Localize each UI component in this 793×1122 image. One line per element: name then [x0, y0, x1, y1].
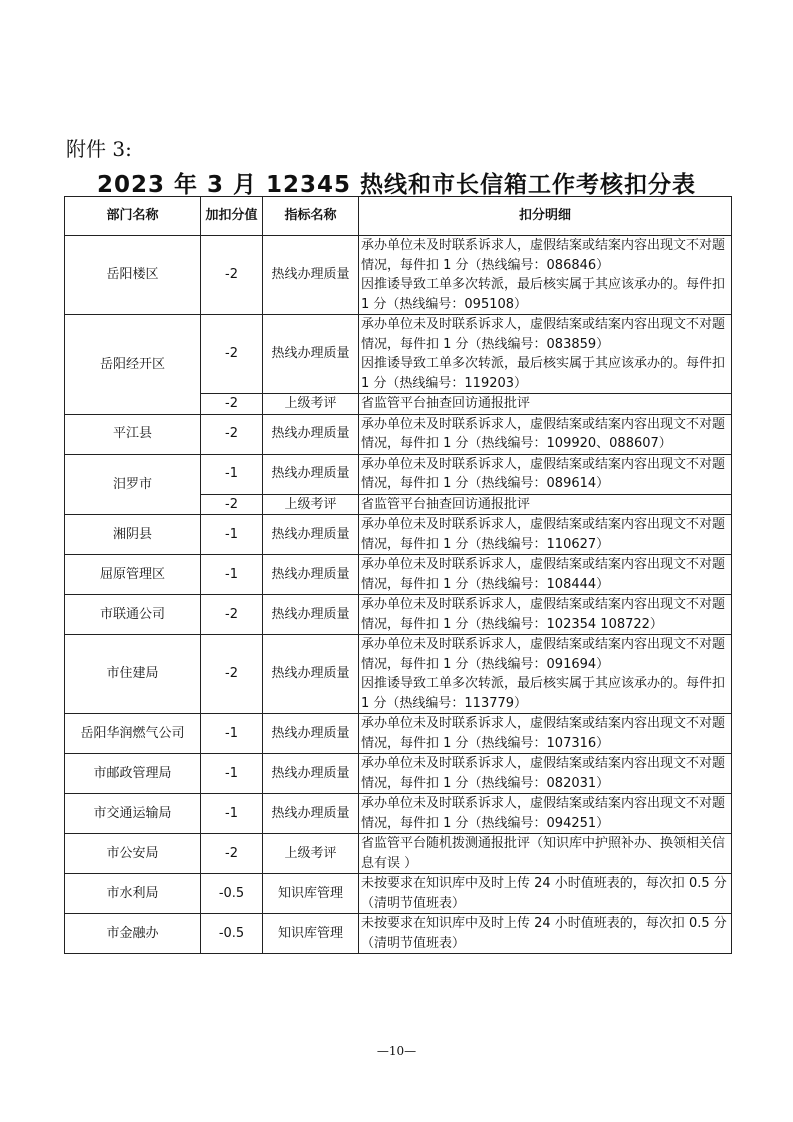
department-cell: 岳阳华润燃气公司: [65, 714, 201, 754]
score-cell: -1: [201, 555, 263, 595]
indicator-cell: 上级考评: [263, 834, 359, 874]
indicator-cell: 热线办理质量: [263, 595, 359, 635]
column-header-details: 扣分明细: [359, 197, 732, 236]
table-row: [65, 236, 732, 315]
score-cell: -0.5: [201, 874, 263, 914]
page-number: —10—: [376, 1044, 417, 1058]
table-row: [65, 515, 732, 555]
department-cell: 市交通运输局: [65, 794, 201, 834]
table-header-row: [65, 197, 732, 236]
indicator-cell: 热线办理质量: [263, 635, 359, 714]
column-header-score: 加扣分值: [201, 197, 263, 236]
column-header-indicator: 指标名称: [263, 197, 359, 236]
table-row: [65, 555, 732, 595]
score-cell: -1: [201, 754, 263, 794]
department-cell: 屈原管理区: [65, 555, 201, 595]
column-header-department: 部门名称: [65, 197, 201, 236]
table-row: [65, 794, 732, 834]
indicator-cell: 热线办理质量: [263, 714, 359, 754]
score-cell: -2: [201, 394, 263, 415]
score-cell: -1: [201, 454, 263, 494]
details-cell: 未按要求在知识库中及时上传 24 小时值班表的，每次扣 0.5 分（清明节值班表）: [359, 874, 732, 914]
indicator-cell: 知识库管理: [263, 874, 359, 914]
table-row: [65, 635, 732, 714]
score-cell: -2: [201, 315, 263, 394]
indicator-cell: 上级考评: [263, 494, 359, 515]
indicator-cell: 热线办理质量: [263, 454, 359, 494]
department-cell: 岳阳楼区: [65, 236, 201, 315]
department-cell: 岳阳经开区: [65, 315, 201, 415]
details-cell: 承办单位未及时联系诉求人，虚假结案或结案内容出现文不对题情况，每件扣 1 分（热线编号：094251）: [359, 794, 732, 834]
table-row: [65, 874, 732, 914]
detail-line: 因推诿导致工单多次转派，最后核实属于其应该承办的。每件扣 1 分（热线编号：113779）: [361, 676, 726, 711]
department-cell: 市邮政管理局: [65, 754, 201, 794]
details-cell: [359, 315, 732, 394]
score-cell: -1: [201, 515, 263, 555]
details-cell: 省监管平台随机拨测通报批评（知识库中护照补办、换领相关信息有误 ）: [359, 834, 732, 874]
details-cell: 承办单位未及时联系诉求人，虚假结案或结案内容出现文不对题情况，每件扣 1 分（热线编号：109920、088607）: [359, 414, 732, 454]
score-cell: -2: [201, 236, 263, 315]
indicator-cell: 热线办理质量: [263, 794, 359, 834]
detail-line: 承办单位未及时联系诉求人，虚假结案或结案内容出现文不对题情况，每件扣 1 分（热线编号：083859）: [361, 317, 726, 352]
detail-line: 因推诿导致工单多次转派，最后核实属于其应该承办的。每件扣 1 分（热线编号：095108）: [361, 277, 726, 312]
department-cell: 市联通公司: [65, 595, 201, 635]
attachment-label: 附件 3:: [66, 137, 132, 161]
department-cell: 市住建局: [65, 635, 201, 714]
table-row: [65, 834, 732, 874]
table-row: [65, 914, 732, 954]
score-cell: -2: [201, 595, 263, 635]
details-cell: 承办单位未及时联系诉求人，虚假结案或结案内容出现文不对题情况，每件扣 1 分（热线编号：082031）: [359, 754, 732, 794]
department-cell: 市水利局: [65, 874, 201, 914]
details-cell: 承办单位未及时联系诉求人，虚假结案或结案内容出现文不对题情况，每件扣 1 分（热线编号：108444）: [359, 555, 732, 595]
indicator-cell: 知识库管理: [263, 914, 359, 954]
details-cell: 省监管平台抽查回访通报批评: [359, 494, 732, 515]
score-cell: -1: [201, 714, 263, 754]
indicator-cell: 上级考评: [263, 394, 359, 415]
department-cell: 汨罗市: [65, 454, 201, 515]
detail-line: 承办单位未及时联系诉求人，虚假结案或结案内容出现文不对题情况，每件扣 1 分（热线编号：086846）: [361, 238, 726, 273]
table-row: [65, 414, 732, 454]
table-row: [65, 454, 732, 494]
department-cell: 市公安局: [65, 834, 201, 874]
score-cell: -2: [201, 635, 263, 714]
details-cell: [359, 236, 732, 315]
indicator-cell: 热线办理质量: [263, 315, 359, 394]
details-cell: [359, 635, 732, 714]
details-cell: 承办单位未及时联系诉求人，虚假结案或结案内容出现文不对题情况，每件扣 1 分（热线编号：110627）: [359, 515, 732, 555]
detail-line: 承办单位未及时联系诉求人，虚假结案或结案内容出现文不对题情况，每件扣 1 分（热线编号：091694）: [361, 637, 726, 672]
table-row: [65, 754, 732, 794]
score-cell: -2: [201, 414, 263, 454]
details-cell: 承办单位未及时联系诉求人，虚假结案或结案内容出现文不对题情况，每件扣 1 分（热线编号：089614）: [359, 454, 732, 494]
table-row: [65, 595, 732, 635]
score-cell: -2: [201, 834, 263, 874]
indicator-cell: 热线办理质量: [263, 555, 359, 595]
details-cell: 承办单位未及时联系诉求人，虚假结案或结案内容出现文不对题情况，每件扣 1 分（热线编号：107316）: [359, 714, 732, 754]
department-cell: 湘阴县: [65, 515, 201, 555]
deduction-table: [64, 196, 732, 954]
table-row: [65, 714, 732, 754]
details-cell: 承办单位未及时联系诉求人，虚假结案或结案内容出现文不对题情况，每件扣 1 分（热线编号：102354 108722）: [359, 595, 732, 635]
department-cell: 平江县: [65, 414, 201, 454]
department-cell: 市金融办: [65, 914, 201, 954]
document-title: 2023 年 3 月 12345 热线和市长信箱工作考核扣分表: [96, 172, 697, 198]
indicator-cell: 热线办理质量: [263, 414, 359, 454]
indicator-cell: 热线办理质量: [263, 236, 359, 315]
indicator-cell: 热线办理质量: [263, 515, 359, 555]
detail-line: 因推诿导致工单多次转派，最后核实属于其应该承办的。每件扣 1 分（热线编号：119203）: [361, 356, 726, 391]
table-row: [65, 315, 732, 394]
indicator-cell: 热线办理质量: [263, 754, 359, 794]
details-cell: 省监管平台抽查回访通报批评: [359, 394, 732, 415]
score-cell: -0.5: [201, 914, 263, 954]
details-cell: 未按要求在知识库中及时上传 24 小时值班表的，每次扣 0.5 分（清明节值班表）: [359, 914, 732, 954]
score-cell: -2: [201, 494, 263, 515]
score-cell: -1: [201, 794, 263, 834]
